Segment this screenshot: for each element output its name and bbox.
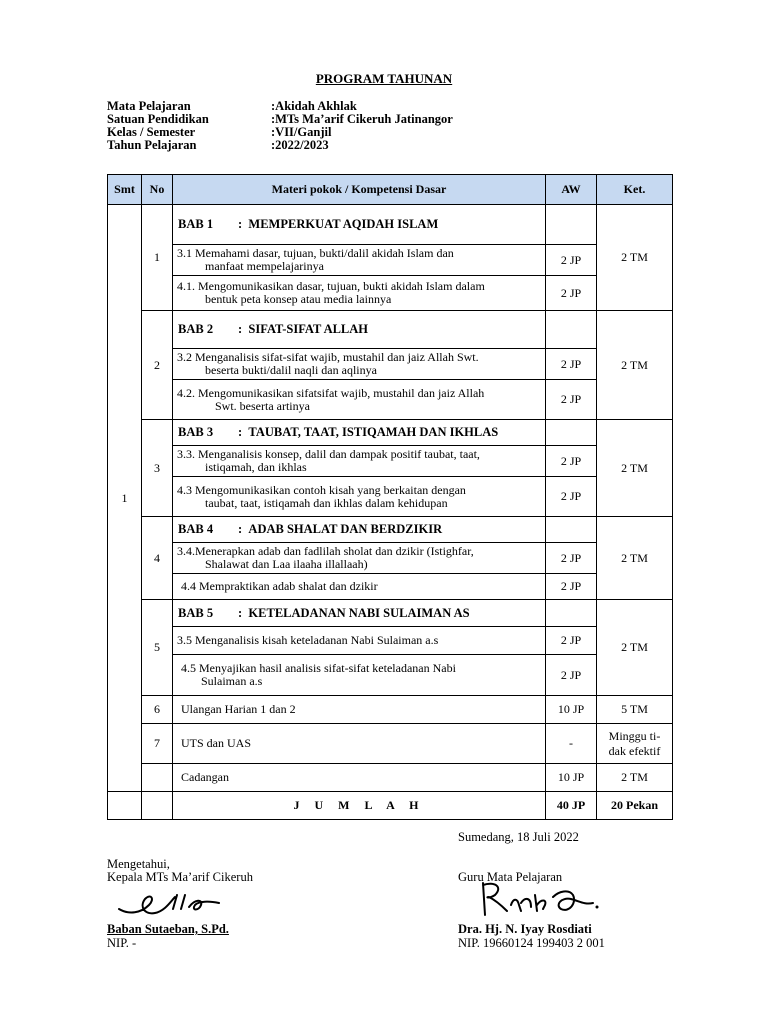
bab-no: 2 [142, 311, 173, 420]
info-value-school: :MTs Ma’arif Cikeruh Jatinangor [271, 112, 453, 126]
bab-no: 4 [142, 517, 173, 600]
table-row [108, 276, 673, 311]
kd-cell [173, 349, 546, 380]
kd-aw: 2 JP [546, 627, 597, 655]
kd-aw: 2 JP [546, 276, 597, 311]
info-label-school: Satuan Pendidikan [107, 112, 209, 126]
kd-line: Sulaiman a.s [201, 674, 263, 688]
empty-cell [108, 792, 142, 820]
bab-title [173, 600, 546, 627]
kd-line: 4.3 Mengomunikasikan contoh kisah yang berkaitan dengan [177, 482, 466, 497]
info-label-class: Kelas / Semester [107, 125, 196, 139]
kd-cell [173, 477, 546, 517]
document-title: PROGRAM TAHUNAN [315, 71, 453, 86]
header-smt: Smt [108, 175, 142, 205]
kd-line: istiqamah, dan ikhlas [205, 460, 307, 474]
kd-line: 3.5 Menganalisis kisah keteladanan Nabi Sulaiman a.s [177, 633, 439, 647]
row-no: 7 [142, 724, 173, 764]
table-header-row [108, 175, 673, 205]
table-row [108, 764, 673, 792]
table-row [108, 311, 673, 349]
table-row [108, 420, 673, 446]
bab-sep: : [238, 217, 243, 231]
table-row [108, 245, 673, 276]
bab-title [173, 420, 546, 446]
row-materi-text: Ulangan Harian 1 dan 2 [181, 702, 296, 716]
kd-cell [173, 245, 546, 276]
bab-name: SIFAT-SIFAT ALLAH [248, 322, 369, 336]
bab-no: 3 [142, 420, 173, 517]
place-date: Sumedang, 18 Juli 2022 [458, 830, 579, 844]
kd-cell [173, 276, 546, 311]
kd-line: Shalawat dan Laa ilaaha illallaah) [205, 557, 368, 571]
semester-cell: 1 [108, 205, 142, 792]
table-row [108, 205, 673, 245]
left-line1: Mengetahui, [107, 857, 170, 871]
kd-line: Swt. beserta artinya [215, 398, 310, 413]
bab-sep: : [238, 425, 243, 439]
table-row [108, 349, 673, 380]
table-row [108, 517, 673, 543]
total-aw: 40 JP [546, 792, 597, 820]
kd-line: 3.2 Menganalisis sifat-sifat wajib, mustahil dan jaiz Allah Swt. [177, 350, 479, 364]
bab-name: ADAB SHALAT DAN BERDZIKIR [248, 522, 443, 536]
kd-aw: 2 JP [546, 446, 597, 477]
bab-sep: : [238, 522, 243, 536]
empty-cell [546, 517, 597, 543]
row-materi-text: Cadangan [181, 770, 229, 784]
kd-line: manfaat mempelajarinya [205, 259, 324, 273]
kd-cell [173, 627, 546, 655]
kd-cell [173, 655, 546, 696]
bab-no: 1 [142, 205, 173, 311]
table-row [108, 446, 673, 477]
kd-line: 3.3. Menganalisis konsep, dalil dan dampak positif taubat, taat, [177, 447, 480, 461]
info-value-year: :2022/2023 [271, 138, 329, 152]
right-nip: NIP. 19660124 199403 2 001 [458, 936, 605, 950]
row-ket: Minggu ti-dak efektif [597, 724, 673, 764]
info-value-subject: :Akidah Akhlak [271, 99, 357, 113]
kd-line: 3.1 Memahami dasar, tujuan, bukti/dalil akidah Islam dan [177, 246, 454, 260]
table-row [108, 600, 673, 627]
kd-line: 4.5 Menyajikan hasil analisis sifat-sifat keteladanan Nabi [181, 661, 456, 675]
kd-line: 4.4 Mempraktikan adab shalat dan dzikir [181, 579, 378, 593]
kd-line: 4.2. Mengomunikasikan sifatsifat wajib, mustahil dan jaiz Allah [177, 385, 485, 400]
kd-aw: 2 JP [546, 477, 597, 517]
kd-cell [173, 446, 546, 477]
empty-cell [546, 311, 597, 349]
row-ket: 2 TM [597, 764, 673, 792]
bab-label: BAB 4 [178, 522, 214, 536]
bab-no: 5 [142, 600, 173, 696]
right-line1: Guru Mata Pelajaran [458, 870, 563, 884]
header-ket: Ket. [597, 175, 673, 205]
row-materi-text: UTS dan UAS [181, 736, 252, 750]
row-no [142, 764, 173, 792]
info-label-subject: Mata Pelajaran [107, 99, 191, 113]
right-name: Dra. Hj. N. Iyay Rosdiati [458, 922, 592, 936]
bab-sep: : [238, 322, 243, 336]
bab-ket: 2 TM [597, 600, 673, 696]
row-no: 6 [142, 696, 173, 724]
info-label-year: Tahun Pelajaran [107, 138, 197, 152]
empty-cell [142, 792, 173, 820]
row-aw: 10 JP [546, 764, 597, 792]
kd-cell [173, 543, 546, 574]
bab-name: TAUBAT, TAAT, ISTIQAMAH DAN IKHLAS [248, 425, 499, 439]
header-no: No [142, 175, 173, 205]
kd-line: taubat, taat, istiqamah dan ikhlas dalam kehidupan [205, 495, 448, 510]
kd-aw: 2 JP [546, 245, 597, 276]
bab-name: KETELADANAN NABI SULAIMAN AS [248, 605, 470, 620]
kd-cell [173, 380, 546, 420]
bab-ket: 2 TM [597, 420, 673, 517]
bab-label: BAB 2 [178, 322, 214, 336]
empty-cell [546, 600, 597, 627]
signature-right [475, 877, 605, 921]
row-ket: 5 TM [597, 696, 673, 724]
info-value-class: :VII/Ganjil [271, 125, 332, 139]
table-row [108, 543, 673, 574]
kd-aw: 2 JP [546, 380, 597, 420]
row-materi [173, 764, 546, 792]
bab-name: MEMPERKUAT AQIDAH ISLAM [248, 217, 439, 231]
kd-aw: 2 JP [546, 574, 597, 600]
annual-program-table [107, 174, 673, 820]
signature-left [115, 885, 225, 921]
bab-ket: 2 TM [597, 517, 673, 600]
bab-title [173, 311, 546, 349]
table-row [108, 477, 673, 517]
table-row [108, 655, 673, 696]
bab-sep: : [238, 605, 243, 620]
bab-title [173, 517, 546, 543]
left-name: Baban Sutaeban, S.Pd. [107, 922, 229, 936]
empty-cell [546, 205, 597, 245]
total-label: J U M L A H [173, 792, 546, 820]
row-aw: - [546, 724, 597, 764]
left-nip: NIP. - [107, 936, 137, 950]
total-row [108, 792, 673, 820]
table-row [108, 724, 673, 764]
kd-cell [173, 574, 546, 600]
kd-aw: 2 JP [546, 543, 597, 574]
bab-label: BAB 3 [178, 425, 214, 439]
kd-aw: 2 JP [546, 655, 597, 696]
left-line2: Kepala MTs Ma’arif Cikeruh [107, 870, 253, 884]
row-materi [173, 696, 546, 724]
bab-ket: 2 TM [597, 205, 673, 311]
table-row [108, 696, 673, 724]
kd-line: 4.1. Mengomunikasikan dasar, tujuan, bukti akidah Islam dalam [177, 279, 485, 293]
row-materi [173, 724, 546, 764]
bab-title [173, 205, 546, 245]
info-block [107, 100, 527, 156]
bab-ket: 2 TM [597, 311, 673, 420]
table-row [108, 627, 673, 655]
header-materi: Materi pokok / Kompetensi Dasar [173, 175, 546, 205]
kd-line: beserta bukti/dalil naqli dan aqlinya [205, 363, 377, 377]
kd-aw: 2 JP [546, 349, 597, 380]
row-aw: 10 JP [546, 696, 597, 724]
header-aw: AW [546, 175, 597, 205]
table-row [108, 380, 673, 420]
kd-line: 3.4.Menerapkan adab dan fadlilah sholat dan dzikir (Istighfar, [177, 544, 474, 558]
bab-label: BAB 1 [178, 217, 214, 231]
empty-cell [546, 420, 597, 446]
bab-label: BAB 5 [178, 605, 214, 620]
total-ket: 20 Pekan [597, 792, 673, 820]
table-row [108, 574, 673, 600]
kd-line: bentuk peta konsep atau media lainnya [205, 292, 392, 306]
